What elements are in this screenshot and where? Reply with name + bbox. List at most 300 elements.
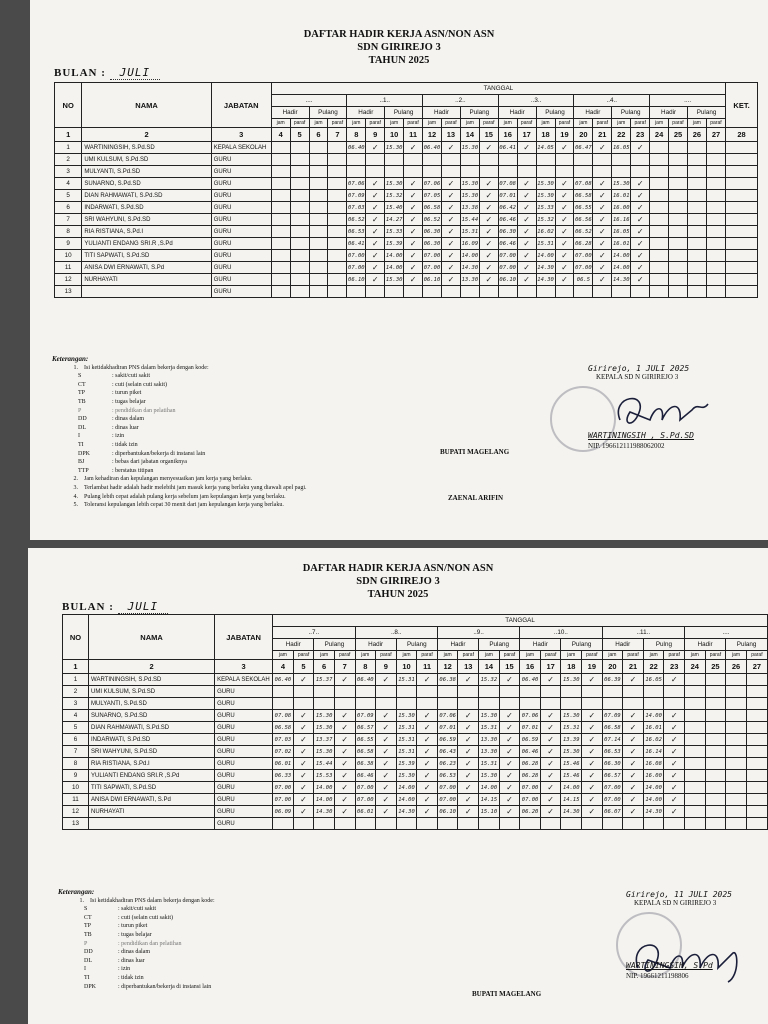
paraf-cell [328, 238, 347, 250]
paraf-cell: ✓ [582, 770, 603, 782]
time-cell: 07.08 [498, 178, 517, 190]
column-number: 19 [582, 660, 603, 674]
time-cell [726, 734, 747, 746]
paraf-cell: ✓ [593, 274, 612, 286]
time-cell: 06.38 [355, 758, 376, 770]
paraf-cell: ✓ [293, 806, 314, 818]
header-ket: KET. [726, 83, 758, 128]
time-cell [355, 686, 376, 698]
time-cell [271, 202, 290, 214]
table-row [63, 722, 768, 734]
time-cell [309, 190, 328, 202]
paraf-cell: ✓ [404, 178, 423, 190]
row-number: 3 [55, 166, 82, 178]
paraf-cell: ✓ [540, 746, 561, 758]
header-nama: NAMA [89, 615, 215, 660]
employee-role: KEPALA SEKOLAH [215, 674, 273, 686]
employee-role: GURU [215, 758, 273, 770]
time-cell: 14.00 [396, 794, 417, 806]
time-cell: 06.42 [498, 202, 517, 214]
sheet1-legend: Keterangan: 1. Isi ketidakhadiran PNS dalam bekerja dengan kode: S : sakit/cuti sakit CT : cuti (selain cuti sakit) TP : turun piket TB : tugas belajar P : pendidikan dan pelatihan DD : dinas dalam DL : dinas luar I : izin TI : tidak izin DPK : diperbantukan/bekerja di instansi lain BJ : bebas dari jabatan organiknya TTP : berstatus titipan 2. Jam kehadiran dan kepulangan menyesuaikan jam kerja yang berlaku. 3. Terlambat hadir adalah hadir melebihi jam masuk kerja yang berlaku yang diawali apel pagi. 4. Pulang lebih cepat adalah pulang kerja sebelum jam kepulangan kerja yang berlaku. 5. Toleransi kepulangan lebih cepat 30 menit dari jam kepulangan kerja yang berlaku. [52, 355, 452, 510]
day-label: ..10.. [520, 627, 602, 639]
time-cell: 06.10 [423, 274, 442, 286]
paraf-cell: ✓ [623, 758, 644, 770]
header-jabatan: JABATAN [211, 83, 271, 128]
time-cell [650, 154, 669, 166]
time-cell [437, 698, 458, 710]
time-cell: 14.00 [536, 250, 555, 262]
legend-code-row [52, 407, 452, 416]
paraf-cell [705, 782, 726, 794]
paraf-cell [458, 698, 479, 710]
legend-code-row [52, 450, 452, 459]
time-cell [347, 286, 366, 298]
time-cell: 14.00 [643, 782, 664, 794]
time-cell: 15.30 [460, 190, 479, 202]
time-cell [309, 166, 328, 178]
column-number: 11 [417, 660, 438, 674]
paraf-cell: ✓ [664, 758, 685, 770]
paraf-cell [664, 818, 685, 830]
day-label: ..4.. [574, 95, 650, 107]
time-cell [520, 698, 541, 710]
time-cell: 06.52 [347, 214, 366, 226]
time-cell: 15.30 [479, 770, 500, 782]
paraf-cell [746, 806, 767, 818]
paraf-cell: ✓ [582, 734, 603, 746]
column-number: 10 [385, 128, 404, 142]
column-number: 5 [290, 128, 309, 142]
paraf-cell [631, 286, 650, 298]
time-cell [498, 286, 517, 298]
time-cell: 06.55 [355, 734, 376, 746]
column-number-row [55, 128, 758, 142]
time-cell: 06.40 [355, 674, 376, 686]
row-number: 11 [55, 262, 82, 274]
table-row [63, 770, 768, 782]
employee-role: GURU [211, 154, 271, 166]
paraf-cell: ✓ [540, 782, 561, 794]
time-cell: 13.39 [561, 734, 582, 746]
paraf-cell: ✓ [479, 226, 498, 238]
sheet2-attendance-table [62, 614, 768, 830]
time-cell: 15.37 [314, 674, 335, 686]
time-cell [650, 250, 669, 262]
pulang-header: Pulang [460, 107, 498, 119]
paraf-cell: ✓ [479, 178, 498, 190]
paraf-cell [669, 250, 688, 262]
time-cell: 07.00 [498, 250, 517, 262]
day-label: ..8.. [355, 627, 437, 639]
time-cell [612, 154, 631, 166]
time-cell: 06.28 [520, 758, 541, 770]
column-number: 12 [437, 660, 458, 674]
paraf-cell [404, 154, 423, 166]
paraf-cell [746, 674, 767, 686]
paraf-cell [582, 698, 603, 710]
column-number: 27 [706, 128, 725, 142]
paraf-cell: ✓ [664, 734, 685, 746]
time-cell: 06.56 [574, 214, 593, 226]
hadir-header: Hadir [437, 639, 478, 651]
paraf-cell: ✓ [376, 782, 397, 794]
paraf-cell [593, 286, 612, 298]
paraf-cell [334, 818, 355, 830]
employee-name: SRI WAHYUNI, S.Pd.SD [82, 214, 211, 226]
time-cell [602, 818, 623, 830]
time-cell [479, 818, 500, 830]
time-cell: 06.59 [520, 734, 541, 746]
paraf-cell: ✓ [293, 722, 314, 734]
header-tanggal: TANGGAL [273, 615, 768, 627]
time-cell: 07.00 [355, 782, 376, 794]
time-cell: 16.05 [612, 142, 631, 154]
column-number: 6 [314, 660, 335, 674]
paraf-cell: ✓ [540, 794, 561, 806]
paraf-cell: ✓ [417, 674, 438, 686]
time-cell [271, 166, 290, 178]
employee-role: GURU [215, 770, 273, 782]
time-cell [460, 166, 479, 178]
paraf-cell: ✓ [517, 262, 536, 274]
time-cell [309, 142, 328, 154]
paraf-cell [441, 166, 460, 178]
employee-name: RIA RISTIANA, S.Pd.I [89, 758, 215, 770]
paraf-cell [290, 178, 309, 190]
paraf-header: paraf [328, 119, 347, 128]
paraf-cell [290, 274, 309, 286]
time-cell: 16.09 [460, 238, 479, 250]
sheet1-sign-nip: NIP. 196612111988062002 [588, 442, 665, 450]
legend-heading: Keterangan: [52, 355, 89, 363]
paraf-cell: ✓ [517, 226, 536, 238]
time-cell: 15.30 [385, 142, 404, 154]
time-cell: 07.02 [273, 746, 294, 758]
time-cell: 06.58 [602, 722, 623, 734]
hadir-header: Hadir [355, 639, 396, 651]
paraf-header: paraf [517, 119, 536, 128]
paraf-cell: ✓ [293, 734, 314, 746]
employee-name: INDARWATI, S.Pd.SD [89, 734, 215, 746]
time-cell [612, 286, 631, 298]
paraf-cell: ✓ [593, 202, 612, 214]
time-cell: 06.43 [437, 746, 458, 758]
legend-code: DD [78, 416, 87, 423]
time-cell [685, 818, 706, 830]
paraf-cell: ✓ [293, 746, 314, 758]
paraf-cell: ✓ [623, 770, 644, 782]
time-cell: 15.31 [396, 734, 417, 746]
paraf-cell [669, 166, 688, 178]
pulang-header: Pulang [726, 639, 768, 651]
time-cell: 07.14 [602, 734, 623, 746]
employee-role: GURU [211, 250, 271, 262]
paraf-cell: ✓ [593, 262, 612, 274]
paraf-cell [669, 226, 688, 238]
legend-desc: : dinas luar [112, 424, 139, 431]
time-cell [687, 286, 706, 298]
legend-desc: : dinas dalam [112, 416, 144, 423]
employee-name: WARTININGSIH, S.Pd.SD [82, 142, 211, 154]
row-number: 2 [63, 686, 89, 698]
paraf-header: paraf [623, 651, 644, 660]
legend-code-row [58, 940, 478, 949]
sheet2-place-date: Girirejo, 11 JULI 2025 [626, 890, 732, 899]
paraf-cell [582, 818, 603, 830]
paraf-cell: ✓ [499, 746, 520, 758]
time-cell: 06.07 [602, 806, 623, 818]
paraf-cell: ✓ [334, 782, 355, 794]
paraf-cell [290, 214, 309, 226]
paraf-cell: ✓ [664, 794, 685, 806]
legend-item1: Isi ketidakhadiran PNS dalam bekerja dengan kode: [84, 364, 209, 371]
jam-header: jam [309, 119, 328, 128]
pulang-header: Pulang [309, 107, 347, 119]
day-label: ..9.. [437, 627, 519, 639]
paraf-cell [441, 286, 460, 298]
table-row [63, 734, 768, 746]
legend-code: DPK [78, 450, 91, 457]
paraf-cell: ✓ [441, 190, 460, 202]
paraf-cell [479, 154, 498, 166]
time-cell: 07.00 [520, 794, 541, 806]
legend-note-number: 4. [73, 493, 78, 500]
time-cell [314, 698, 335, 710]
column-number: 8 [355, 660, 376, 674]
table-row [55, 166, 758, 178]
paraf-cell: ✓ [334, 674, 355, 686]
time-cell [355, 818, 376, 830]
paraf-cell [623, 698, 644, 710]
employee-role: GURU [211, 286, 271, 298]
paraf-cell: ✓ [540, 710, 561, 722]
time-cell [650, 274, 669, 286]
employee-role: GURU [211, 262, 271, 274]
time-cell: 15.39 [385, 238, 404, 250]
paraf-cell: ✓ [376, 758, 397, 770]
column-number: 12 [423, 128, 442, 142]
column-number: 25 [669, 128, 688, 142]
time-cell: 14.00 [612, 262, 631, 274]
time-cell: 15.31 [396, 674, 417, 686]
time-cell [309, 226, 328, 238]
time-cell: 15.32 [536, 214, 555, 226]
time-cell: 14.30 [561, 806, 582, 818]
time-cell [643, 818, 664, 830]
day-label: ..7.. [273, 627, 355, 639]
sheet2-sign-nip: NIP. 19661211198806 [626, 972, 689, 980]
table-row [63, 782, 768, 794]
time-cell: 06.30 [423, 238, 442, 250]
paraf-cell: ✓ [334, 734, 355, 746]
day-label: .... [650, 95, 726, 107]
table-row [63, 746, 768, 758]
column-number: 24 [685, 660, 706, 674]
employee-role: GURU [215, 782, 273, 794]
paraf-cell [290, 286, 309, 298]
legend-code: I [78, 433, 80, 440]
table-row [63, 710, 768, 722]
paraf-cell [705, 770, 726, 782]
paraf-cell [328, 226, 347, 238]
time-cell [650, 166, 669, 178]
legend-desc: : tugas belajar [118, 931, 152, 938]
paraf-cell [706, 238, 725, 250]
time-cell [650, 286, 669, 298]
time-cell: 13.30 [460, 274, 479, 286]
column-number: 3 [215, 660, 273, 674]
paraf-cell [593, 154, 612, 166]
time-cell: 06.23 [437, 758, 458, 770]
paraf-cell: ✓ [479, 142, 498, 154]
sheet2-regent-title: BUPATI MAGELANG [472, 990, 542, 998]
hadir-header: Hadir [347, 107, 385, 119]
time-cell [643, 698, 664, 710]
employee-role: GURU [215, 686, 273, 698]
paraf-header: paraf [555, 119, 574, 128]
jam-header: jam [314, 651, 335, 660]
time-cell [385, 166, 404, 178]
time-cell: 07.03 [273, 734, 294, 746]
ket-cell [726, 286, 758, 298]
column-number: 11 [404, 128, 423, 142]
jam-header: jam [273, 651, 294, 660]
paraf-cell: ✓ [458, 758, 479, 770]
time-cell: 06.38 [437, 674, 458, 686]
jam-header: jam [650, 119, 669, 128]
paraf-cell: ✓ [499, 722, 520, 734]
hadir-header: Hadir [498, 107, 536, 119]
paraf-cell: ✓ [334, 806, 355, 818]
time-cell: 15.31 [561, 722, 582, 734]
time-cell [687, 178, 706, 190]
paraf-cell: ✓ [441, 202, 460, 214]
legend-code: CT [84, 914, 92, 921]
time-cell: 16.14 [643, 746, 664, 758]
paraf-cell: ✓ [517, 190, 536, 202]
time-cell [309, 178, 328, 190]
paraf-cell [746, 758, 767, 770]
time-cell: 06.52 [574, 226, 593, 238]
employee-role: GURU [211, 202, 271, 214]
row-number: 7 [63, 746, 89, 758]
time-cell [309, 274, 328, 286]
time-cell [536, 154, 555, 166]
time-cell [561, 698, 582, 710]
employee-name: NURHAYATI [82, 274, 211, 286]
paraf-cell [706, 226, 725, 238]
paraf-cell: ✓ [499, 770, 520, 782]
column-number: 16 [520, 660, 541, 674]
paraf-cell [706, 286, 725, 298]
pulang-header: Pulng [643, 639, 684, 651]
employee-name [82, 286, 211, 298]
legend-desc: : cuti (selain cuti sakit) [118, 914, 173, 921]
paraf-cell: ✓ [664, 746, 685, 758]
time-cell [726, 770, 747, 782]
legend-desc: : dinas dalam [118, 949, 150, 956]
paraf-cell: ✓ [334, 770, 355, 782]
paraf-cell: ✓ [458, 746, 479, 758]
paraf-header: paraf [705, 651, 726, 660]
time-cell: 06.33 [273, 770, 294, 782]
paraf-cell [417, 686, 438, 698]
paraf-cell: ✓ [293, 674, 314, 686]
table-row [55, 190, 758, 202]
time-cell [520, 686, 541, 698]
row-number: 5 [63, 722, 89, 734]
jam-header: jam [561, 651, 582, 660]
paraf-cell [664, 686, 685, 698]
time-cell [574, 286, 593, 298]
column-number: 14 [460, 128, 479, 142]
paraf-header: paraf [582, 651, 603, 660]
time-cell [271, 154, 290, 166]
time-cell: 15.31 [460, 226, 479, 238]
paraf-cell: ✓ [417, 770, 438, 782]
time-cell [687, 214, 706, 226]
paraf-cell [706, 202, 725, 214]
paraf-cell: ✓ [458, 806, 479, 818]
hadir-header: Hadir [685, 639, 726, 651]
time-cell: 15.30 [612, 178, 631, 190]
column-number: 17 [540, 660, 561, 674]
paraf-cell [458, 818, 479, 830]
paraf-cell: ✓ [404, 214, 423, 226]
employee-role: GURU [211, 274, 271, 286]
paraf-cell: ✓ [479, 238, 498, 250]
paraf-cell [555, 166, 574, 178]
time-cell: 14.00 [314, 794, 335, 806]
time-cell: 16.01 [612, 190, 631, 202]
header-no: NO [63, 615, 89, 660]
time-cell: 14.15 [479, 794, 500, 806]
time-cell: 16.05 [643, 674, 664, 686]
paraf-cell [328, 250, 347, 262]
sheet1-month [54, 66, 160, 79]
table-row [63, 818, 768, 830]
row-number: 9 [63, 770, 89, 782]
column-number: 15 [479, 128, 498, 142]
paraf-cell [293, 698, 314, 710]
row-number: 13 [63, 818, 89, 830]
ket-cell [726, 154, 758, 166]
paraf-cell [706, 250, 725, 262]
time-cell [687, 202, 706, 214]
employee-role: GURU [211, 166, 271, 178]
time-cell: 16.02 [536, 226, 555, 238]
paraf-cell: ✓ [366, 142, 385, 154]
sheet1-title-line1: DAFTAR HADIR KERJA ASN/NON ASN [303, 29, 495, 40]
paraf-cell: ✓ [499, 758, 520, 770]
header-tanggal: TANGGAL [271, 83, 725, 95]
sheet2-month-value: JULI [118, 600, 169, 614]
legend-desc: : turun piket [118, 923, 148, 930]
legend-code: TB [78, 398, 86, 405]
column-number: 3 [211, 128, 271, 142]
paraf-cell: ✓ [623, 710, 644, 722]
legend-code-row [52, 432, 452, 441]
legend-code-row [52, 467, 452, 476]
time-cell [536, 166, 555, 178]
legend-code: CT [78, 381, 86, 388]
time-cell [520, 818, 541, 830]
employee-name: WARTININGSIH, S.Pd.SD [89, 674, 215, 686]
paraf-cell: ✓ [623, 806, 644, 818]
paraf-cell [746, 746, 767, 758]
paraf-cell [404, 286, 423, 298]
time-cell: 14.30 [643, 806, 664, 818]
